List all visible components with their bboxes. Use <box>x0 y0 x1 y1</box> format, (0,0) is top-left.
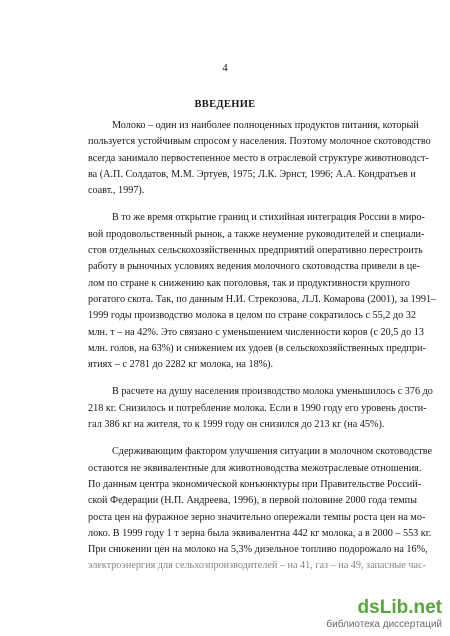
text-line: В расчете на душу населения производство молока уменьшилось с 376 до <box>112 386 433 398</box>
text-line: Молоко – один из наиболее полноценных продуктов питания, который <box>112 120 419 131</box>
text-line: вой продовольственный рынок, а также неумение руководителей и специали- <box>88 228 425 240</box>
watermark[interactable] <box>326 598 442 630</box>
text-line: соавт., 1997). <box>88 185 145 197</box>
text-line: лом по стране к снижению как поголовья, так и продуктивности крупного <box>88 277 410 289</box>
document-body <box>88 118 437 575</box>
text-line: ской Федерации (Н.П. Андреева, 1996), в первой половине 2000 года темпы <box>88 495 417 507</box>
watermark-subtitle: библиотека диссертаций <box>326 619 442 630</box>
text-line: млн. голов, на 63%) и снижением их удоев (в сельскохозяйственных предпри- <box>88 342 426 354</box>
paragraph-2 <box>88 210 437 373</box>
text-line: электроэнергия для сельхозпроизводителей – на 41, газ – на 49, запасные час- <box>88 560 426 572</box>
text-line: По данным центра экономической конъюнктуры при Правительстве Россий- <box>88 478 422 490</box>
text-line: работу в рыночных условиях ведения молочного скотоводства привели в це- <box>88 261 421 273</box>
text-line: стов отдельных сельскохозяйственных предприятий оперативно перестроить <box>88 245 423 257</box>
text-line: В то же время открытие границ и стихийная интеграция России в миро- <box>112 212 425 224</box>
text-line: гал 386 кг на жителя, то к 1999 году он снизился до 213 кг (на 45%). <box>88 419 385 431</box>
page-number: 4 <box>222 62 228 74</box>
text-line: При снижении цен на молоко на 5,3% дизельное топливо подорожало на 16%, <box>88 544 428 556</box>
text-line: локо. В 1999 году 1 т зерна была эквивалентна 442 кг молока, а в 2000 – 553 кг. <box>88 527 432 539</box>
text-line: 218 кг. Снизилось и потребление молока. Если в 1990 году его уровень дости- <box>88 402 427 414</box>
paragraph-1 <box>88 118 431 199</box>
paragraph-3 <box>88 384 433 433</box>
text-line: ва (А.П. Солдатов, М.М. Эртуев, 1975; Л.К. Эрнст, 1996; А.А. Кондратьев и <box>88 168 416 180</box>
text-line: остаются не эквивалентные для животноводства межотраслевые отношения. <box>88 462 422 474</box>
watermark-logo[interactable]: dsLib.net <box>357 597 442 618</box>
text-line: всегда занимало первостепенное место в отраслевой структуре животноводст- <box>88 152 429 164</box>
text-line: млн. т – на 42%. Это связано с уменьшением численности коров (с 20,5 до 13 <box>88 326 424 338</box>
text-line: 1999 годы производство молока в целом по стране сократилось с 55,2 до 32 <box>88 310 416 322</box>
paragraph-4 <box>88 444 433 574</box>
text-line: роста цен на фуражное зерно значительно опережали темпы роста цен на мо- <box>88 511 426 523</box>
text-line: Сдерживающим фактором улучшения ситуации в молочном скотоводстве <box>112 446 433 458</box>
section-heading: ВВЕДЕНИЕ <box>194 99 256 110</box>
text-line: рогатого скота. Так, по данным Н.И. Стрекозова, Л.Л. Комарова (2001), за 1991– <box>88 293 437 305</box>
text-line: ятиях – с 2781 до 2282 кг молока, на 18%). <box>88 359 274 371</box>
text-line: пользуется устойчивым спросом у населения. Поэтому молочное скотоводство <box>88 136 431 148</box>
